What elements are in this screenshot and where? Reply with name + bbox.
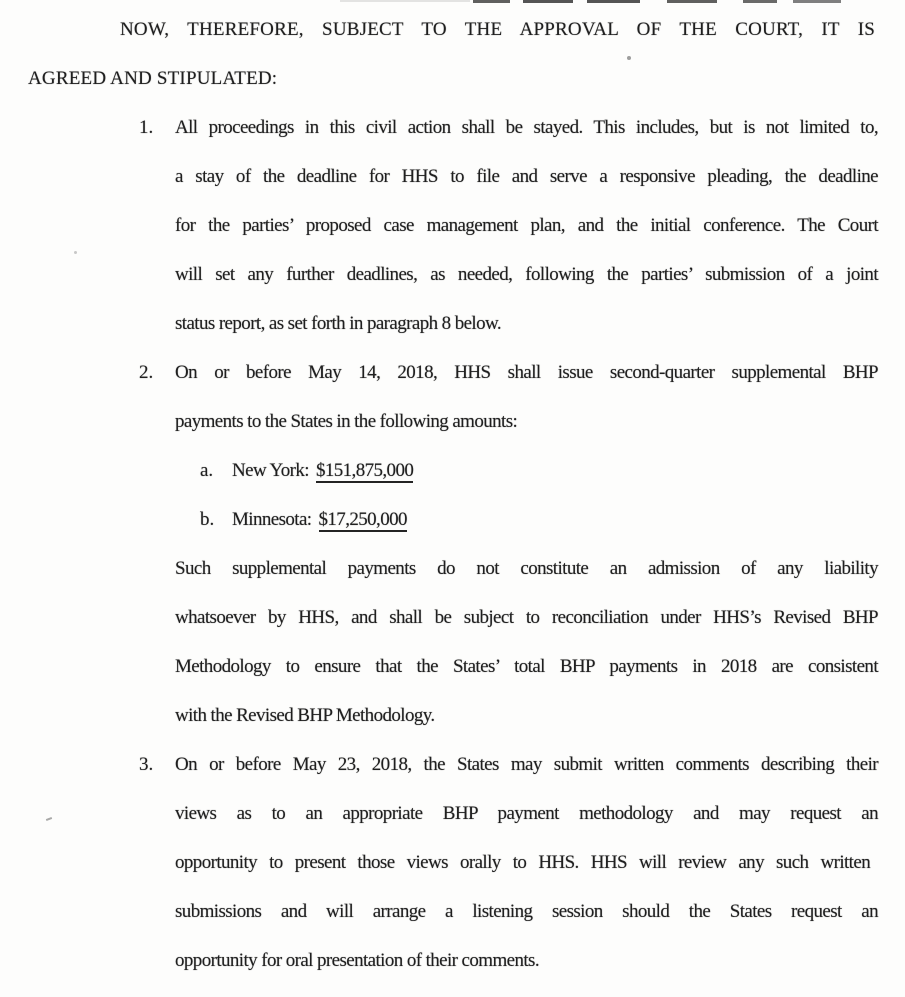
payment-amount: $17,250,000: [318, 509, 407, 530]
scan-artifact: [793, 0, 841, 3]
stipulation-item-2-continuation: [175, 544, 878, 740]
scan-artifact: [340, 0, 470, 2]
item-line: submissions and will arrange a listening session should the States request an: [175, 901, 878, 922]
item-line: whatsoever by HHS, and shall be subject to reconciliation under HHS’s Revised BHP: [175, 607, 878, 628]
sub-item-marker: b.: [200, 509, 215, 530]
sub-item-marker: a.: [200, 460, 214, 481]
sub-item-minnesota: [200, 495, 878, 544]
scan-artifact: [667, 0, 717, 3]
scan-artifact: [743, 0, 777, 3]
item-line: views as to an appropriate BHP payment methodology and may request an: [175, 803, 878, 824]
item-line: with the Revised BHP Methodology.: [175, 705, 435, 726]
opening-line: NOW, THEREFORE, SUBJECT TO THE APPROVAL OF THE COURT, IT IS: [120, 19, 875, 40]
payment-amount: $151,875,000: [315, 460, 414, 481]
item-line: Methodology to ensure that the States’ total BHP payments in 2018 are consistent: [175, 656, 878, 677]
item-line: Such supplemental payments do not constitute an admission of any liability: [175, 558, 878, 579]
sub-item-label: Minnesota:: [232, 509, 312, 530]
scan-speck: [46, 817, 52, 821]
item-line: On or before May 14, 2018, HHS shall issue second-quarter supplemental BHP: [175, 362, 878, 383]
stipulation-item-1: [139, 103, 878, 348]
opening-paragraph: [28, 5, 875, 103]
scan-speck: [627, 56, 631, 60]
item-number: 1.: [139, 117, 154, 138]
item-line: opportunity to present those views orally to HHS. HHS will review any such written: [175, 852, 871, 873]
item-line: will set any further deadlines, as needed, following the parties’ submission of a joint: [175, 264, 878, 285]
item-number: 2.: [139, 362, 154, 383]
item-line: opportunity for oral presentation of their comments.: [175, 950, 540, 971]
item-line: status report, as set forth in paragraph 8 below.: [175, 313, 502, 334]
item-line: a stay of the deadline for HHS to file and serve a responsive pleading, the deadline: [175, 166, 878, 187]
sub-item-label: New York:: [232, 460, 309, 481]
scan-artifact: [523, 0, 573, 3]
scan-artifact: [473, 0, 510, 3]
item-line: All proceedings in this civil action shall be stayed. This includes, but is not limited to,: [175, 117, 878, 138]
item-line: payments to the States in the following amounts:: [175, 411, 518, 432]
sub-item-new-york: [200, 446, 878, 495]
payment-sub-items: [200, 446, 878, 544]
scan-speck: [74, 251, 77, 254]
item-line: On or before May 23, 2018, the States may submit written comments describing their: [175, 754, 878, 775]
item-line: for the parties’ proposed case management plan, and the initial conference. The Court: [175, 215, 878, 236]
opening-line: AGREED AND STIPULATED:: [28, 68, 278, 89]
stipulation-item-3: [139, 740, 878, 985]
item-number: 3.: [139, 754, 154, 775]
scan-artifact: [587, 0, 640, 3]
stipulation-item-2: [139, 348, 878, 446]
